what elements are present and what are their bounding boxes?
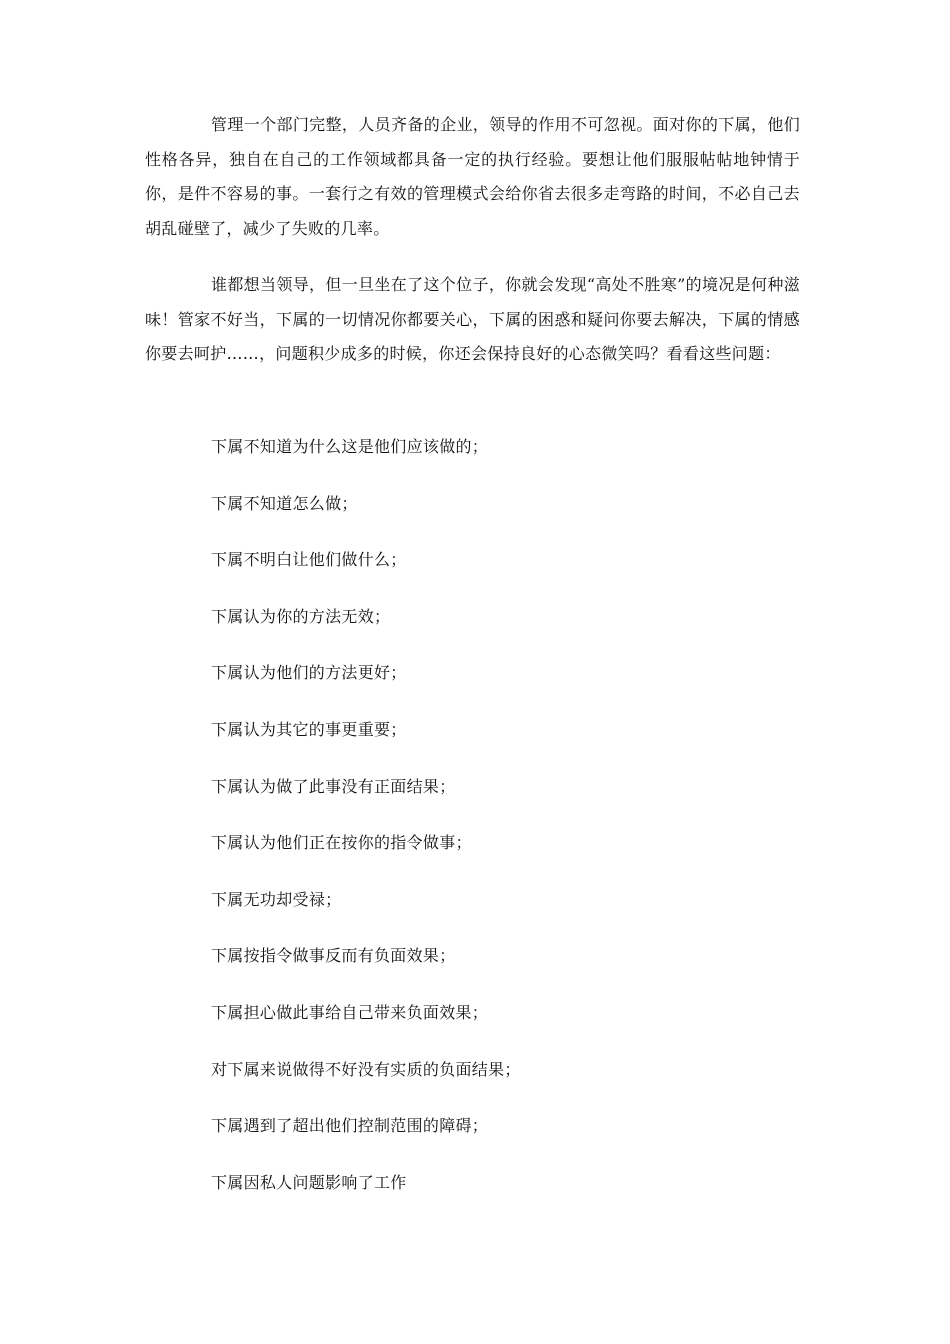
list-item: 下属不知道为什么这是他们应该做的； xyxy=(211,437,489,456)
list-item: 下属遇到了超出他们控制范围的障碍； xyxy=(211,1116,489,1136)
list-item: 对下属来说做得不好没有实质的负面结果； xyxy=(211,1059,521,1079)
list-item: 下属认为做了此事没有正面结果； xyxy=(211,776,456,796)
problem-list xyxy=(211,430,521,1222)
list-item: 下属认为其它的事更重要； xyxy=(211,719,407,739)
intro-paragraph: 管理一个部门完整，人员齐备的企业，领导的作用不可忽视。面对你的下属，他们性格各异，独自在自己的工作领域都具备一定的执行经验。要想让他们服服帖帖地钟情于你，是件不容易的事。一套行之有效的管理模式会给你省去很多走弯路的时间，不必自己去胡乱碰壁了，减少了失败的几率。 xyxy=(145,115,800,238)
list-item: 下属担心做此事给自己带来负面效果； xyxy=(211,1002,489,1022)
list-item: 下属因私人问题影响了工作 xyxy=(211,1172,407,1192)
list-item: 下属按指令做事反而有负面效果； xyxy=(211,946,456,966)
problem-paragraph: 谁都想当领导，但一旦坐在了这个位子，你就会发现“高处不胜寒”的境况是何种滋味！管家不好当，下属的一切情况你都要关心，下属的困惑和疑问你要去解决，下属的情感你要去呵护……，问题积少成多的时候，你还会保持良好的心态微笑吗？看看这些问题： xyxy=(145,275,800,363)
list-item: 下属认为他们正在按你的指令做事； xyxy=(211,833,472,853)
list-item: 下属认为你的方法无效； xyxy=(211,606,391,626)
list-item: 下属认为他们的方法更好； xyxy=(211,663,407,683)
list-item: 下属不明白让他们做什么； xyxy=(211,550,407,570)
list-item: 下属无功却受禄； xyxy=(211,889,342,909)
list-item: 下属不知道怎么做； xyxy=(211,493,358,513)
